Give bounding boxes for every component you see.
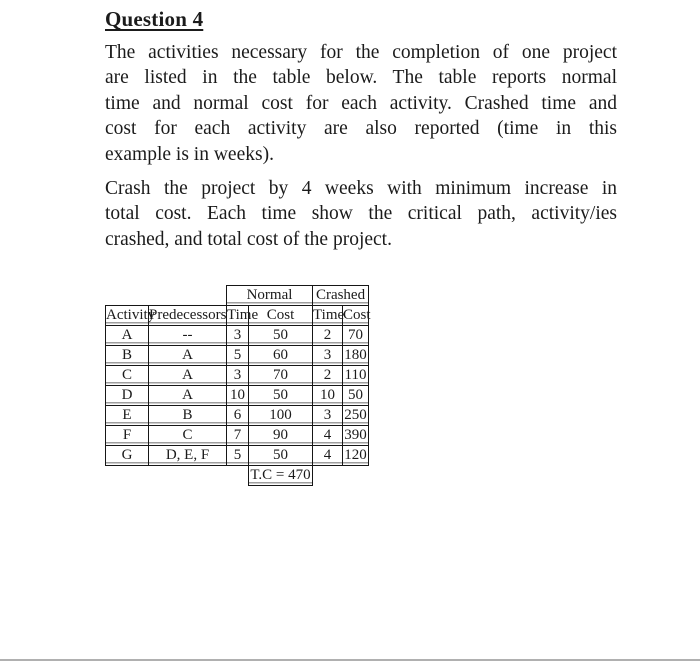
cell-normal-time: 5 — [227, 346, 249, 366]
cell-predecessors: D, E, F — [149, 446, 227, 466]
text-line: total cost. Each time show the critical path, activity/ies — [105, 203, 617, 225]
empty-cell — [313, 466, 369, 486]
cell-predecessors: B — [149, 406, 227, 426]
cell-activity: C — [106, 366, 149, 386]
text-line: Crash the project by 4 weeks with minimum increase in — [105, 178, 617, 200]
cell-crashed-time: 3 — [313, 346, 343, 366]
cell-predecessors: -- — [149, 326, 227, 346]
table-row — [106, 406, 369, 426]
question-title: Question 4 — [105, 7, 204, 31]
cell-crashed-cost: 50 — [343, 386, 369, 406]
intro-paragraph — [105, 40, 617, 167]
empty-cell — [227, 466, 249, 486]
cell-crashed-cost: 180 — [343, 346, 369, 366]
group-header-row — [106, 286, 369, 306]
empty-corner-cell — [106, 286, 227, 306]
cell-predecessors: A — [149, 366, 227, 386]
cell-activity: E — [106, 406, 149, 426]
cell-normal-cost: 50 — [249, 446, 313, 466]
crashed-group-header: Crashed — [313, 286, 369, 306]
column-header-row — [106, 306, 369, 326]
cell-predecessors: A — [149, 346, 227, 366]
cell-normal-time: 10 — [227, 386, 249, 406]
cell-crashed-time: 10 — [313, 386, 343, 406]
cell-crashed-cost: 70 — [343, 326, 369, 346]
cell-predecessors: A — [149, 386, 227, 406]
text-line: cost for each activity are also reported (time in this — [105, 118, 617, 140]
cell-normal-cost: 70 — [249, 366, 313, 386]
normal-group-header: Normal — [227, 286, 313, 306]
col-header-normal-time: Time — [227, 306, 249, 326]
text-line: are listed in the table below. The table reports normal — [105, 67, 617, 89]
cell-activity: B — [106, 346, 149, 366]
text-line: example is in weeks). — [105, 143, 274, 165]
cell-crashed-time: 2 — [313, 326, 343, 346]
cell-normal-time: 3 — [227, 326, 249, 346]
cell-normal-cost: 100 — [249, 406, 313, 426]
cell-activity: D — [106, 386, 149, 406]
table-row — [106, 326, 369, 346]
cell-normal-cost: 50 — [249, 326, 313, 346]
table-row — [106, 366, 369, 386]
cell-normal-cost: 90 — [249, 426, 313, 446]
table-row — [106, 346, 369, 366]
cell-activity: G — [106, 446, 149, 466]
table-row — [106, 426, 369, 446]
cell-crashed-time: 3 — [313, 406, 343, 426]
cell-crashed-time: 4 — [313, 426, 343, 446]
cell-crashed-cost: 120 — [343, 446, 369, 466]
cell-crashed-cost: 250 — [343, 406, 369, 426]
col-header-normal-cost: Cost — [249, 306, 313, 326]
cell-normal-cost: 50 — [249, 386, 313, 406]
document-page — [105, 0, 617, 486]
empty-cell — [106, 466, 227, 486]
cell-normal-cost: 60 — [249, 346, 313, 366]
cell-normal-time: 6 — [227, 406, 249, 426]
total-row — [106, 466, 369, 486]
cell-normal-time: 5 — [227, 446, 249, 466]
bottom-divider — [0, 659, 700, 661]
col-header-predecessors: Predecessors — [149, 306, 227, 326]
table-row — [106, 386, 369, 406]
col-header-crashed-time: Time — [313, 306, 343, 326]
text-line: time and normal cost for each activity. Crashed time and — [105, 92, 617, 114]
cell-crashed-time: 2 — [313, 366, 343, 386]
cell-crashed-time: 4 — [313, 446, 343, 466]
activity-cost-table — [105, 285, 369, 486]
cell-normal-time: 3 — [227, 366, 249, 386]
cell-activity: F — [106, 426, 149, 446]
col-header-crashed-cost: Cost — [343, 306, 369, 326]
table-row — [106, 446, 369, 466]
cell-predecessors: C — [149, 426, 227, 446]
cell-activity: A — [106, 326, 149, 346]
col-header-activity: Activity — [106, 306, 149, 326]
task-paragraph — [105, 176, 617, 252]
total-cost-cell: T.C = 470 — [249, 466, 313, 486]
activity-table-container — [105, 285, 617, 486]
text-line: crashed, and total cost of the project. — [105, 228, 392, 250]
cell-crashed-cost: 110 — [343, 366, 369, 386]
cell-crashed-cost: 390 — [343, 426, 369, 446]
text-line: The activities necessary for the completion of one project — [105, 42, 617, 63]
cell-normal-time: 7 — [227, 426, 249, 446]
